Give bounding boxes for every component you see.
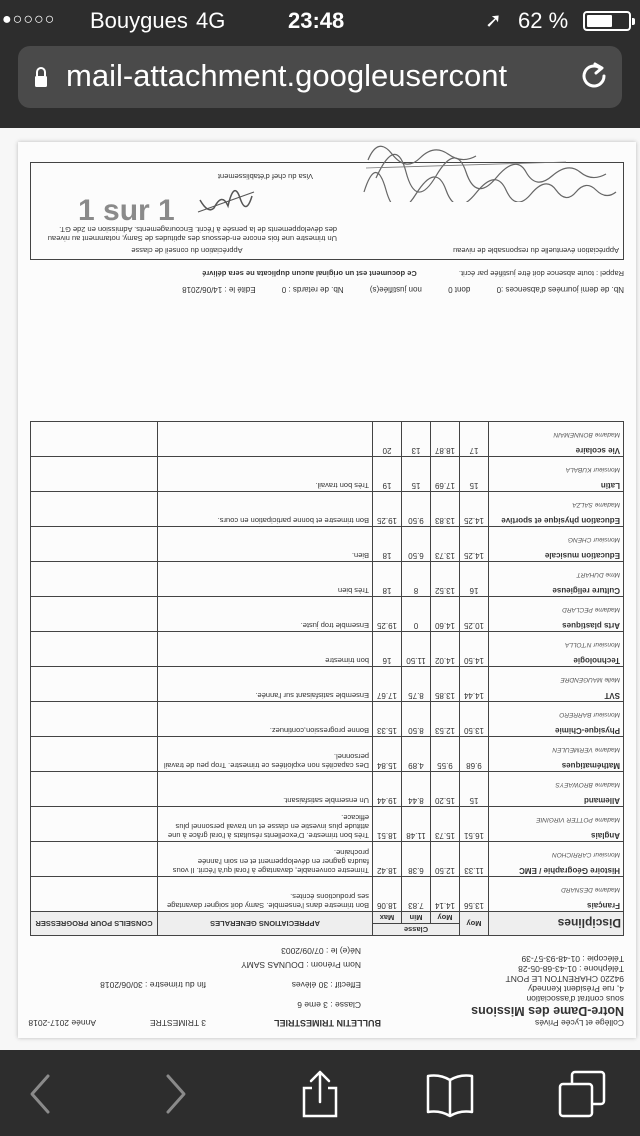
signal-strength-icon: ●○○○○ [2,11,56,28]
col-student-moy: Moy [460,912,489,936]
student-average: 13.56 [460,877,489,912]
browser-top-bar [0,0,640,128]
subject-cell [489,457,624,492]
subject-name: Education physique et sportive [501,516,620,525]
school-type: Collège et Lycée Privés [535,1018,624,1028]
class-min: 11.48 [402,807,431,842]
student-average: 14.50 [460,632,489,667]
student-average: 15 [460,457,489,492]
subject-name: Vie scolaire [575,446,620,455]
class-max: 19 [373,457,402,492]
grade-row [31,492,624,527]
student-name: Nom Prénom : DOUNAS SAMY [241,960,361,970]
student-average: 13.50 [460,702,489,737]
subject-name: Français [587,901,620,910]
advice-cell [31,632,158,667]
appreciation-text: Ensemble satisfaisant sur l'année. [158,667,373,702]
subject-name: Allemand [583,796,620,805]
subject-cell [489,562,624,597]
absence-reminder: Rappel : toute absence doit être justifiée par écrit. [458,269,624,278]
advice-cell [31,702,158,737]
advice-cell [31,422,158,457]
grade-row [31,597,624,632]
browser-bottom-toolbar [0,1050,640,1136]
school-address-line1: 4, rue Président Kennedy [528,984,624,994]
subject-name: Anglais [591,831,620,840]
teacher-name: Melle MAUGENDRE [560,676,620,683]
subject-cell [489,527,624,562]
grade-row [31,772,624,807]
class-max: 19.25 [373,492,402,527]
class-average: 9.55 [431,737,460,772]
class-max: 18.51 [373,807,402,842]
class-min: 4.89 [402,737,431,772]
forward-arrow-icon[interactable] [150,1070,198,1118]
clock: 23:48 [288,8,345,33]
class-max: 15.84 [373,737,402,772]
principal-visa-label: Visa du chef d'établissement [217,172,313,181]
teacher-name: Monsieur BARRERO [559,711,620,718]
class-min: 8.75 [402,667,431,702]
teacher-name: Monsieur KUBALA [565,466,620,473]
advice-cell [31,527,158,562]
col-class-max: Max [373,912,402,924]
school-name: Notre-Dame des Missions [471,1004,624,1018]
class-council-block [37,225,337,255]
back-arrow-icon[interactable] [18,1070,66,1118]
class-max: 19.25 [373,597,402,632]
school-phone: Téléphone : 01-43-68-05-28 [518,964,624,974]
share-icon[interactable] [296,1070,344,1118]
class-min: 7.83 [402,877,431,912]
class-council-text: Un trimestre une fois encore en-dessous des aptitudes de Samy, notamment au niveau des développements de la pensée à l'écrit. Encouragements. Admission en 2de GT. [47,225,337,243]
subject-name: Culture religieuse [552,586,620,595]
class-average: 15.73 [431,807,460,842]
appreciation-text: Bon trimestre dans l'ensemble. Samy doit soigner davantage ses productions écrites. [158,877,373,912]
location-arrow-icon: ➚ [485,10,502,32]
appreciation-text: Trimestre convenable, davantage à l'oral qu'à l'écrit. Il vous faudra gagner en développement et en soin l'année prochaine. [158,842,373,877]
subject-cell [489,842,624,877]
student-average: 17 [460,422,489,457]
class-min: 9.50 [402,492,431,527]
subject-cell [489,772,624,807]
school-contract: sous contrat d'association [526,994,624,1004]
class-average: 15.20 [431,772,460,807]
teacher-name: Monsieur CARRICHON [552,851,620,858]
grade-row [31,842,624,877]
handwritten-note [356,144,626,202]
class-max: 15.33 [373,702,402,737]
subject-name: SVT [604,691,620,700]
class-min: 0 [402,597,431,632]
class-min: 6.50 [402,527,431,562]
lock-icon [34,66,48,88]
class-average: 13.52 [431,562,460,597]
appreciation-text: Ensemble trop juste. [158,597,373,632]
advice-cell [31,597,158,632]
student-average: 9.68 [460,737,489,772]
class-average: 17.69 [431,457,460,492]
absences-line [30,285,624,294]
reload-icon[interactable] [578,60,610,92]
class-min: 8.50 [402,702,431,737]
battery-level-fill [587,15,612,27]
teacher-name: Madame VERMEULEN [552,746,620,753]
school-year: Année 2017-2018 [28,1018,96,1028]
grade-row [31,562,624,597]
teacher-name: Monsieur CHENG [567,536,620,543]
bookmarks-icon[interactable] [426,1070,474,1118]
student-average: 14.44 [460,667,489,702]
col-conseils: CONSEILS POUR PROGRESSER [31,912,158,936]
class-max: 18 [373,527,402,562]
document-viewport[interactable] [0,128,640,1050]
headcount: Effectif : 30 élèves [291,980,361,990]
subject-cell [489,597,624,632]
trimester: 3 TRIMESTRE [149,1018,206,1028]
teacher-name: Mme DUHART [576,571,620,578]
student-average: 16 [460,562,489,597]
absences-count: Nb. de demi journées d'absences :0 [496,285,624,294]
original-notice: Ce document est un original aucun duplicata ne sera délivré [202,269,417,278]
class-max: 18.06 [373,877,402,912]
subject-cell [489,492,624,527]
appreciation-text: bon trimestre [158,632,373,667]
grade-row [31,702,624,737]
subject-name: Latin [600,481,620,490]
carrier-name: Bouygues [90,8,188,33]
subject-cell [489,877,624,912]
subject-cell [489,702,624,737]
grade-row [31,737,624,772]
appreciation-text: Un ensemble satisfaisant. [158,772,373,807]
class-average: 13.85 [431,667,460,702]
col-classe: Classe [373,924,460,936]
grade-row [31,422,624,457]
teacher-name: Madame DESNARD [561,886,620,893]
advice-cell [31,807,158,842]
status-bar [0,0,640,42]
class-min: 15 [402,457,431,492]
subject-cell [489,737,624,772]
advice-cell [31,772,158,807]
trimester-end: fin du trimestre : 30/06/2018 [100,980,206,990]
teacher-name: Madame PECLARD [562,606,620,613]
bulletin-title: BULLETIN TRIMESTRIEL [274,1018,381,1028]
appreciation-text: Bien. [158,527,373,562]
appreciation-text: Très bon trimestre. D'excellents résultats à l'oral grâce à une attitude plus investie en classe et un travail personnel plus efficace. [158,807,373,842]
report-card-upside-down [18,142,636,1038]
teacher-name: Madame POTTER VIRGINIE [536,816,620,823]
grade-row [31,807,624,842]
class-average: 13.73 [431,527,460,562]
battery-percentage: 62 % [518,8,569,33]
grade-row [31,632,624,667]
absences-dont: dont 0 [448,285,471,294]
page-indicator: 1 sur 1 [78,194,175,227]
grade-row [31,667,624,702]
subject-cell [489,632,624,667]
class-average: 12.53 [431,702,460,737]
advice-cell [31,667,158,702]
subject-cell [489,667,624,702]
student-average: 10.25 [460,597,489,632]
subject-cell [489,422,624,457]
class-max: 19.44 [373,772,402,807]
grade-row [31,877,624,912]
network-type: 4G [196,8,226,33]
principal-signature [196,188,256,218]
grade-row [31,527,624,562]
student-average: 14.25 [460,492,489,527]
document-page [18,142,636,1038]
class-average: 14.14 [431,877,460,912]
school-block [394,954,624,1028]
grade-row [31,457,624,492]
teacher-name: Madame BROWAEYS [555,781,620,788]
absences-unjustified: non justifiée(s) [369,285,422,294]
col-class-min: Min [402,912,431,924]
col-disciplines: Disciplines [489,912,624,936]
class-max: 18.42 [373,842,402,877]
class-average: 14.02 [431,632,460,667]
advice-cell [31,877,158,912]
student-birthdate: Né(e) le : 07/09/2003 [281,946,361,956]
subject-name: Technologie [573,656,620,665]
subject-cell [489,807,624,842]
class-min: 13 [402,422,431,457]
appreciation-text: Très bon travail. [158,457,373,492]
subject-name: Education musicale [544,551,620,560]
tabs-icon[interactable] [558,1070,606,1118]
class-average: 18.87 [431,422,460,457]
class-min: 8 [402,562,431,597]
class-max: 18 [373,562,402,597]
student-average: 16.51 [460,807,489,842]
school-address-line2: 94220 CHARENTON LE PONT [505,974,624,984]
class-min: 8.44 [402,772,431,807]
student-average: 15 [460,772,489,807]
appreciation-text: Des capacités non exploitées ce trimestre. Trop peu de travail personnel. [158,737,373,772]
advice-cell [31,562,158,597]
class-max: 17.67 [373,667,402,702]
class-min: 6.38 [402,842,431,877]
class-average: 12.50 [431,842,460,877]
class-min: 11.50 [402,632,431,667]
class-max: 16 [373,632,402,667]
appreciation-text: Bon trimestre et bonne participation en cours. [158,492,373,527]
teacher-name: Monsieur N'TOLLA [565,641,620,648]
advice-cell [31,737,158,772]
address-bar[interactable] [18,46,622,108]
lateness-count: Nb. de retards : 0 [281,285,344,294]
grades-table [30,421,624,936]
subject-name: Histoire Géographie / EMC [519,866,620,875]
edit-date: Edité le : 14/06/2018 [182,285,256,294]
teacher-name: Madame BONNEMAIN [553,431,620,438]
battery-icon [583,11,631,31]
appreciation-text [158,422,373,457]
level-manager-appreciation: Appréciation éventuelle du responsable de niveau [453,246,619,255]
url-text[interactable]: mail-attachment.googleusercont [66,58,508,93]
class-average: 13.83 [431,492,460,527]
col-class-moy: Moy [431,912,460,924]
notice-line [30,269,624,278]
appreciation-text: Bonne progression,continuez. [158,702,373,737]
school-fax: Télécopie : 01-48-93-57-39 [521,954,624,964]
col-appreciations: APPRECIATIONS GENERALES [158,912,373,936]
advice-cell [31,842,158,877]
class-max: 20 [373,422,402,457]
class-average: 14.60 [431,597,460,632]
class-label: Classe : 3 eme 6 [297,1000,361,1010]
appreciation-text: Très bien [158,562,373,597]
student-average: 14.25 [460,527,489,562]
subject-name: Physique-Chimie [555,726,620,735]
class-council-label: Appréciation du conseil de classe [131,246,243,255]
teacher-name: Madame SALZA [572,501,620,508]
subject-name: Mathématiques [561,761,620,770]
subject-name: Arts plastiques [562,621,620,630]
student-average: 11.33 [460,842,489,877]
advice-cell [31,457,158,492]
advice-cell [31,492,158,527]
